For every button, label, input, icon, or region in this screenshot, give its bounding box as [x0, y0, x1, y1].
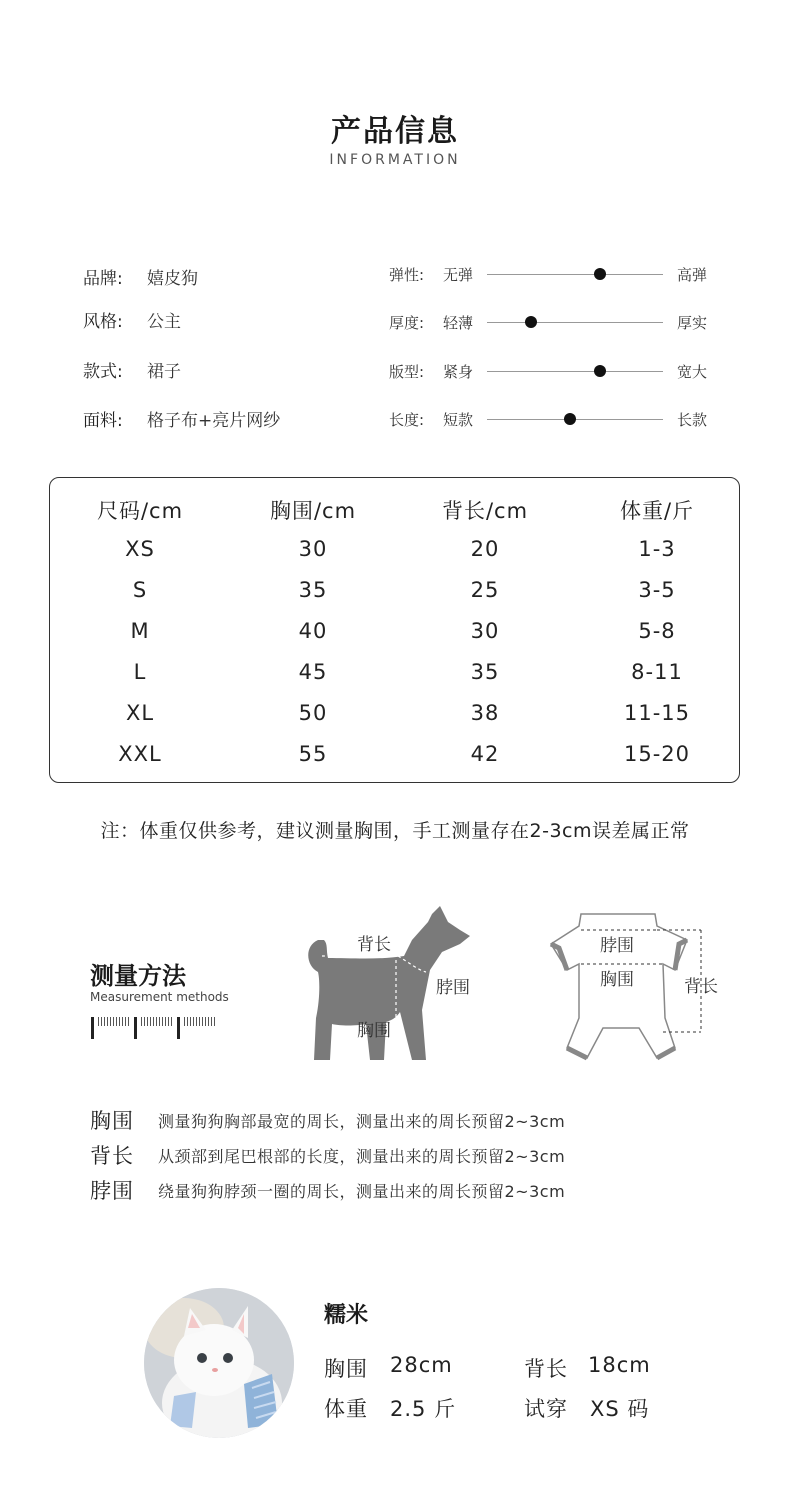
slider-high-label: 厚实 [677, 313, 708, 332]
definition-chest [90, 1105, 565, 1135]
slider-key: 厚度: [389, 313, 425, 332]
attr-value: 嬉皮狗 [147, 268, 198, 289]
table-cell: XL [125, 701, 155, 725]
model-stat-value: XS 码 [590, 1397, 650, 1421]
cat-photo [144, 1288, 294, 1438]
slider-high-label: 高弹 [677, 265, 708, 284]
garment-back-label: 背长 [684, 977, 718, 997]
definition-back [90, 1140, 565, 1170]
measure-title: 测量方法 [90, 962, 186, 990]
attr-row-style [83, 307, 181, 331]
table-cell: M [130, 619, 150, 643]
slider-fit [389, 359, 719, 383]
slider-length [389, 407, 719, 431]
table-header: 体重/斤 [619, 499, 695, 523]
table-cell: XXL [118, 742, 162, 766]
table-cell: 30 [298, 537, 328, 561]
table-cell: 3-5 [638, 578, 676, 602]
size-table [49, 477, 740, 783]
definition-key: 胸围 [90, 1109, 134, 1133]
table-cell: 11-15 [623, 701, 691, 725]
table-cell: 50 [298, 701, 328, 725]
slider-low-label: 无弹 [443, 265, 474, 284]
table-cell: XS [125, 537, 155, 561]
model-stat-value: 18cm [588, 1353, 651, 1377]
attr-value: 裙子 [147, 361, 181, 382]
model-stat-value: 28cm [390, 1353, 453, 1377]
dog-chest-label: 胸围 [357, 1021, 391, 1041]
slider-low-label: 轻薄 [443, 313, 474, 332]
table-cell: 42 [470, 742, 500, 766]
table-cell: 15-20 [623, 742, 691, 766]
model-stat-key: 试穿 [524, 1397, 568, 1421]
dog-neck-label: 脖围 [436, 978, 470, 998]
table-cell: 35 [470, 660, 500, 684]
model-stat-key: 体重 [324, 1397, 368, 1421]
slider-knob [594, 268, 606, 280]
slider-track [487, 419, 663, 420]
table-cell: 38 [470, 701, 500, 725]
garment-neck-label: 脖围 [600, 936, 634, 956]
slider-elasticity [389, 262, 719, 286]
slider-high-label: 宽大 [677, 362, 708, 381]
slider-track [487, 274, 663, 275]
table-cell: 20 [470, 537, 500, 561]
definition-key: 背长 [90, 1144, 134, 1168]
attr-value: 格子布+亮片网纱 [147, 410, 281, 431]
definition-value: 绕量狗狗脖颈一圈的周长，测量出来的周长预留2~3cm [158, 1181, 566, 1201]
attr-row-fabric [83, 406, 280, 430]
model-name: 糯米 [324, 1303, 369, 1328]
slider-knob [594, 365, 606, 377]
dog-back-label: 背长 [357, 935, 391, 955]
definition-neck [90, 1175, 565, 1205]
slider-high-label: 长款 [677, 410, 708, 429]
attr-key: 面料: [83, 410, 123, 431]
slider-knob [525, 316, 537, 328]
measure-subtitle: Measurement methods [90, 990, 229, 1004]
attr-key: 款式: [83, 361, 123, 382]
slider-knob [564, 413, 576, 425]
definition-value: 测量狗狗胸部最宽的周长，测量出来的周长预留2~3cm [158, 1111, 566, 1131]
model-stat-key: 背长 [524, 1357, 568, 1381]
model-avatar [144, 1288, 294, 1438]
attr-row-type [83, 357, 181, 381]
table-cell: 35 [298, 578, 328, 602]
size-note: 注：体重仅供参考，建议测量胸围，手工测量存在2-3cm误差属正常 [100, 820, 690, 842]
table-header: 尺码/cm [96, 499, 184, 523]
table-cell: 45 [298, 660, 328, 684]
table-cell: 40 [298, 619, 328, 643]
garment-chest-label: 胸围 [600, 970, 634, 990]
slider-track [487, 322, 663, 323]
page-subtitle: INFORMATION [329, 152, 461, 168]
model-stat-key: 胸围 [324, 1357, 368, 1381]
attr-key: 品牌: [83, 268, 123, 289]
table-cell: 8-11 [631, 660, 683, 684]
table-cell: 1-3 [638, 537, 676, 561]
slider-low-label: 紧身 [443, 362, 474, 381]
table-cell: 30 [470, 619, 500, 643]
table-cell: S [132, 578, 148, 602]
table-header: 背长/cm [441, 499, 529, 523]
table-header: 胸围/cm [269, 499, 357, 523]
attr-value: 公主 [147, 311, 181, 332]
definition-key: 脖围 [90, 1179, 134, 1203]
table-cell: 5-8 [638, 619, 676, 643]
definition-value: 从颈部到尾巴根部的长度，测量出来的周长预留2~3cm [158, 1146, 566, 1166]
attr-key: 风格: [83, 311, 123, 332]
slider-key: 长度: [389, 410, 425, 429]
model-stat-value: 2.5 斤 [390, 1397, 457, 1421]
slider-key: 弹性: [389, 265, 425, 284]
slider-thickness [389, 310, 719, 334]
table-cell: 55 [298, 742, 328, 766]
slider-track [487, 371, 663, 372]
page-title: 产品信息 [331, 114, 459, 149]
table-cell: L [133, 660, 147, 684]
slider-key: 版型: [389, 362, 425, 381]
attr-row-brand [83, 264, 198, 288]
table-cell: 25 [470, 578, 500, 602]
ruler-icon [90, 1014, 220, 1040]
slider-low-label: 短款 [443, 410, 474, 429]
